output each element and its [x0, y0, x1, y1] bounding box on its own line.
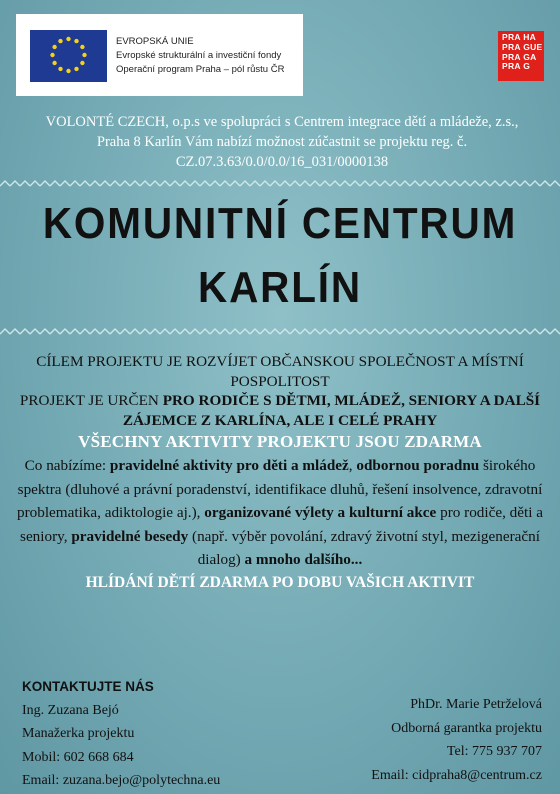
contact-phone: Mobil: 602 668 684 [22, 749, 134, 765]
target-bold: PRO RODIČE S DĚTMI, MLÁDEŽ, SENIORY A DALŠÍ ZÁJEMCE Z KARLÍNA, ALE I CELÉ PRAHY [122, 392, 541, 429]
goal-text: CÍLEM PROJEKTU JE ROZVÍJET OBČANSKOU SPOLEČNOST A MÍSTNÍ POSPOLITOST [36, 353, 524, 390]
free-text: VŠECHNY AKTIVITY PROJEKTU JSOU ZDARMA [78, 432, 482, 452]
offer-bold: a mnoho dalšího... [244, 551, 363, 569]
contact-email: Email: cidpraha8@centrum.cz [371, 767, 542, 783]
offer-part: , [348, 457, 357, 475]
eu-text-line: Operační program Praha – pól růstu ČR [116, 64, 285, 75]
contact-name: PhDr. Marie Petrželová [410, 697, 542, 712]
offer-part: (např. výběr povolání, zdravý životní styl, mezigenerační dialog) [188, 527, 540, 569]
contact-role: Manažerka projektu [22, 726, 135, 741]
eu-text-line: Evropské strukturální a investiční fondy [116, 50, 282, 61]
praha-logo-line: PRA HA [502, 32, 537, 42]
target-prefix: PROJEKT JE URČEN [19, 392, 163, 410]
title-line-1: KOMUNITNÍ CENTRUM [42, 199, 518, 248]
offer-bold: pravidelné besedy [71, 527, 189, 545]
offer-bold: odbornou poradnu [356, 457, 480, 475]
offer-bold: pravidelné aktivity pro děti a mládež [109, 457, 349, 475]
zigzag-divider-top [0, 180, 560, 188]
contact-name: Ing. Zuzana Bejó [22, 702, 119, 718]
offer-text [12, 454, 548, 572]
contact-email: Email: zuzana.bejo@polytechna.eu [22, 773, 221, 788]
eu-logo-box [16, 14, 303, 96]
eu-text [116, 35, 284, 77]
zigzag-divider-bottom [0, 328, 560, 336]
offer-bold: organizované výlety a kulturní akce [204, 504, 437, 522]
offer-part: Co nabízíme: [24, 457, 110, 475]
target-text [12, 391, 548, 430]
intro-text: VOLONTÉ CZECH, o.p.s ve spolupráci s Centrem integrace dětí a mládeže, z.s., Praha 8 Karlín Vám nabízí možnost zúčastnit se projektu reg. č. CZ.07.3.63/0.0/0.0/16_031/0000138 [45, 114, 519, 170]
praha-logo-line: PRA GA [502, 51, 537, 62]
praha-logo-line: PRA G [502, 61, 531, 72]
eu-flag-icon [30, 30, 107, 82]
contact-left [22, 675, 220, 793]
contact-right [371, 693, 542, 787]
offer-part: pro rodiče, děti a seniory, [20, 504, 543, 545]
praha-logo [498, 31, 544, 81]
contact-phone: Tel: 775 937 707 [446, 744, 542, 759]
babysitting-text: HLÍDÁNÍ DĚTÍ ZDARMA PO DOBU VAŠICH AKTIVIT [85, 573, 475, 591]
page-title [0, 195, 560, 317]
offer-part: širokého spektra (dluhové a právní poradenství, identifikace dluhů, řešení insolvence, zdravotní problematika, adiktologie aj.), [17, 457, 543, 522]
main-body [12, 352, 548, 594]
title-line-2: KARLÍN [198, 263, 362, 312]
contact-role: Odborná garantka projektu [391, 720, 542, 736]
praha-logo-line: PRA GUE [502, 41, 543, 52]
eu-text-line: EVROPSKÁ UNIE [116, 36, 194, 47]
contact-heading: KONTAKTUJTE NÁS [22, 679, 154, 694]
